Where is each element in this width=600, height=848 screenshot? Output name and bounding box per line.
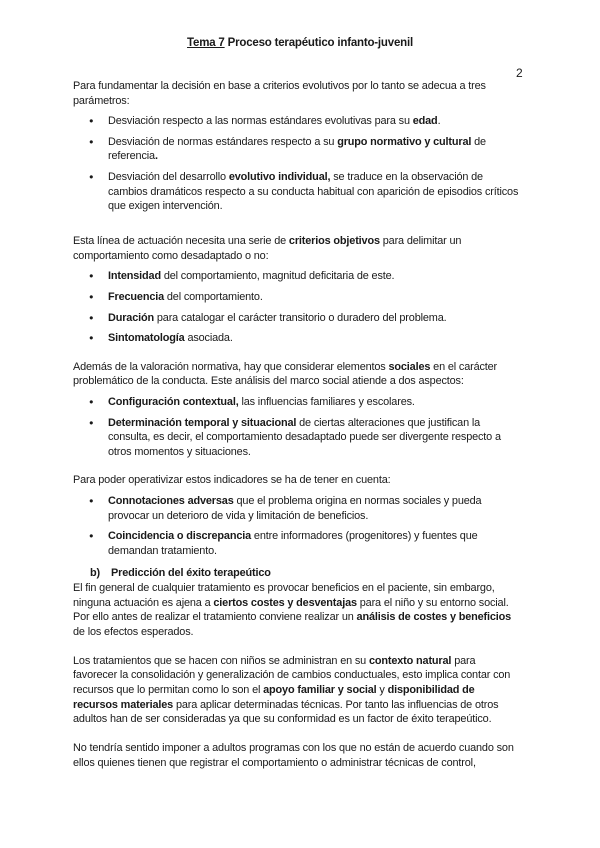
bold-text: análisis de costes y beneficios	[356, 611, 512, 624]
bold-text: edad	[412, 115, 438, 128]
text: las influencias familiares y escolares.	[238, 396, 415, 408]
page-number: 2	[516, 66, 523, 80]
text: Esta línea de actuación necesita una serie de	[73, 235, 289, 248]
text: Además de la valoración normativa, hay que considerar elementos	[73, 360, 389, 373]
text: y	[376, 684, 388, 696]
list-item	[73, 395, 519, 410]
text: Los tratamientos que se hacen con niños se administran en su	[73, 654, 369, 667]
section-title: Predicción del éxito terapeútico	[111, 567, 271, 580]
list-item	[73, 170, 519, 214]
text: para catalogar el carácter transitorio o duradero del problema.	[154, 311, 447, 324]
list-item	[73, 114, 519, 129]
paragraph-indicators: Para poder operativizar estos indicadores se ha de tener en cuenta:	[73, 474, 391, 487]
header-topic: Tema 7	[187, 37, 225, 49]
text: de los efectos esperados.	[73, 625, 194, 638]
text: en el carácter problemático de la conducta. Este análisis del marco social atiende a dos aspectos:	[73, 360, 498, 388]
paragraph-intro: Para fundamentar la decisión en base a criterios evolutivos por lo tanto se adecua a tres parámetros:	[73, 80, 486, 107]
text: Desviación del desarrollo	[108, 170, 229, 183]
text: .	[437, 115, 441, 128]
text: del comportamiento, magnitud deficitaria de este.	[160, 270, 395, 283]
text: que el problema origina en normas sociales y pueda provocar un deterioro de vida y limitación de beneficios.	[108, 494, 482, 522]
list-item	[73, 135, 519, 164]
text: para el niño y su entorno social. Por ello antes de realizar el tratamiento conviene realizar un	[73, 596, 509, 624]
paragraph-costs	[73, 581, 519, 639]
section-heading-b	[73, 566, 519, 581]
bold-text: grupo normativo y cultural	[337, 135, 472, 148]
bold-text: Connotaciones adversas	[108, 494, 234, 507]
header-title: Proceso terapéutico infanto-juvenil	[224, 37, 413, 49]
bold-text: apoyo familiar y social	[263, 684, 377, 696]
list-evolutive-params	[73, 114, 519, 214]
bold-text: .	[154, 150, 158, 163]
text: Desviación respecto a las normas estándares evolutivas para su	[108, 115, 413, 128]
list-item	[73, 494, 519, 523]
bold-text: sociales	[388, 360, 431, 373]
list-indicators	[73, 494, 519, 558]
paragraph-context	[73, 654, 519, 727]
text: para delimitar un comportamiento como desadaptado o no:	[73, 235, 462, 262]
text: de referencia	[108, 135, 486, 163]
bold-text: Sintomatología	[108, 332, 185, 345]
list-social-aspects	[73, 395, 519, 459]
list-objective-criteria	[73, 269, 519, 345]
text: asociada.	[184, 332, 233, 345]
text: del comportamiento.	[164, 291, 263, 304]
section-label: b)	[90, 567, 100, 580]
text: El fin general de cualquier tratamiento es provocar beneficios en el paciente, sin embargo, ninguna actuación es ajena a	[73, 581, 495, 609]
bold-text: Frecuencia	[108, 291, 165, 304]
list-item	[73, 529, 519, 558]
bold-text: Determinación temporal y situacional	[108, 416, 297, 429]
bold-text: ciertos costes y desventajas	[213, 596, 357, 609]
list-item	[73, 416, 519, 460]
paragraph-social	[73, 360, 519, 389]
list-item	[73, 290, 519, 305]
bold-text: Configuración contextual,	[108, 396, 239, 408]
bold-text: evolutivo individual,	[228, 170, 331, 183]
bold-text: Duración	[108, 311, 154, 324]
text: se traduce en la observación de cambios dramáticos respecto a su conducta habitual con aparición de episodios críticos que exigen intervención.	[108, 170, 519, 213]
bold-text: Coincidencia o discrepancia	[108, 530, 252, 543]
text: Desviación de normas estándares respecto a su	[108, 135, 338, 148]
bold-text: disponibilidad de recursos materiales	[73, 684, 475, 711]
text: entre informadores (progenitores) y fuentes que demandan tratamiento.	[108, 530, 478, 557]
list-item	[73, 331, 519, 346]
text: para aplicar determinadas técnicas. Por tanto las influencias de otros adultos han de ser consideradas ya que su conformidad es un factor de éxito terapeútico.	[73, 698, 499, 726]
list-item	[73, 311, 519, 326]
text: para favorecer la consolidación y generalización de cambios conductuales, esto implica contar con recursos que lo permitan como lo son el	[73, 654, 511, 696]
list-item	[73, 269, 519, 284]
bold-text: contexto natural	[368, 654, 452, 667]
page-header	[0, 37, 600, 49]
document-body	[73, 79, 519, 770]
paragraph-criteria	[73, 234, 519, 263]
paragraph-adults: No tendría sentido imponer a adultos programas con los que no están de acuerdo cuando son ellos quienes tienen que registrar el comportamiento o administrar técnicas de control,	[73, 742, 514, 769]
bold-text: Intensidad	[108, 270, 161, 283]
bold-text: criterios objetivos	[288, 235, 380, 248]
text: de ciertas alteraciones que justifican la consulta, es decir, el comportamiento desadaptado puede ser divergente respecto a otros momentos y situaciones.	[108, 416, 501, 458]
